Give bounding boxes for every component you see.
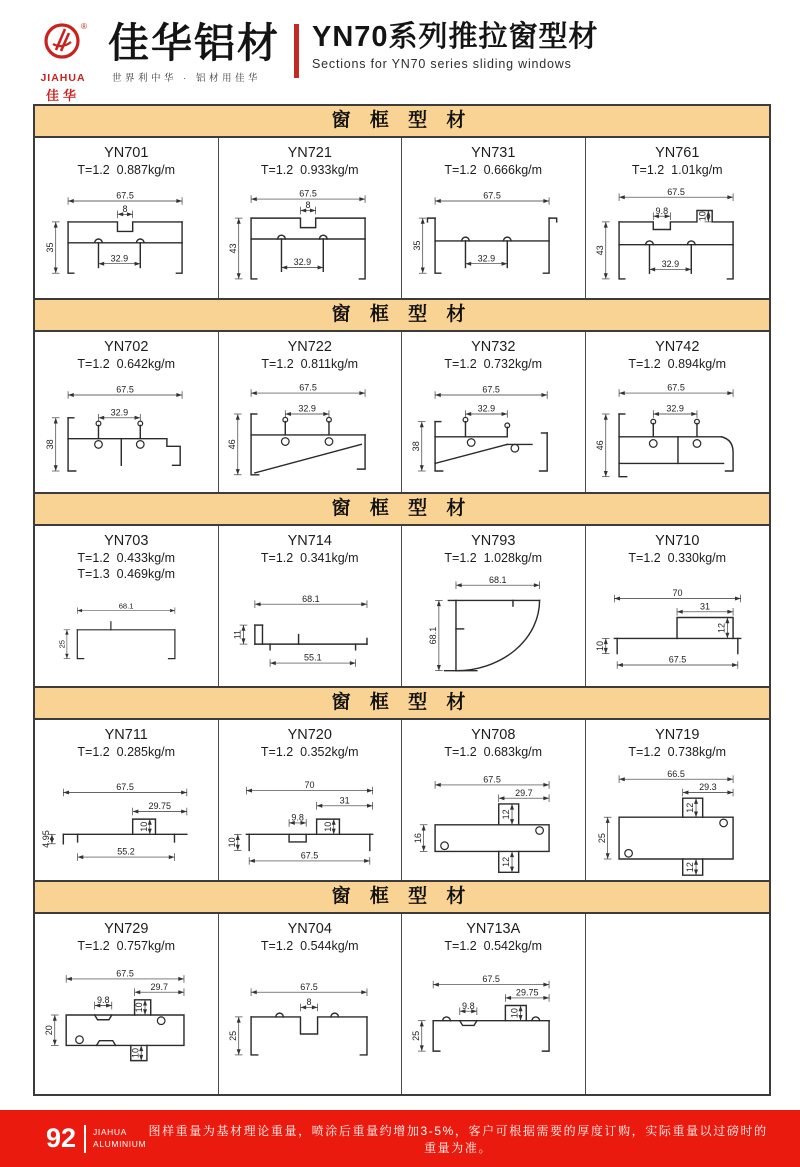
profile-cell-YN714 (219, 526, 403, 686)
profile-code: YN710 (655, 533, 700, 549)
dimension-label: 68.1 (118, 601, 134, 611)
profile-code: YN742 (655, 339, 700, 355)
dimension-label: 9.8 (96, 994, 110, 1005)
profile-code: YN701 (104, 145, 149, 161)
profile-cell-YN713A (402, 914, 586, 1094)
dimension-label: 8 (305, 199, 311, 210)
page-number: 92 (46, 1123, 77, 1153)
profile-code: YN729 (104, 921, 149, 937)
dimension-label: 67.5 (116, 781, 134, 792)
dimension-label: 4.95 (40, 829, 51, 848)
profile-section (35, 492, 769, 686)
profile-drawing (219, 376, 400, 490)
profile-drawing (403, 182, 584, 296)
dimension-label: 10 (130, 1047, 141, 1058)
profile-code: YN793 (471, 533, 516, 549)
profile-code: YN708 (471, 727, 516, 743)
dimension-label: 9.8 (655, 205, 668, 216)
profile-section (35, 298, 769, 492)
profile-cell-YN722 (219, 332, 403, 492)
profile-code: YN703 (104, 533, 149, 549)
dimension-label: 29.75 (515, 987, 539, 998)
dimension-label: 20 (43, 1024, 54, 1035)
profile-spec: T=1.2 0.683kg/m (444, 745, 543, 759)
dimension-label: 10 (594, 640, 605, 651)
company-block (108, 16, 280, 84)
profile-spec: T=1.2 0.542kg/m (444, 939, 543, 953)
profile-section (35, 880, 769, 1094)
profile-code: YN721 (287, 145, 332, 161)
profile-cell-YN702 (35, 332, 219, 492)
profile-cell-YN711 (35, 720, 219, 880)
header-divider (294, 24, 299, 78)
jiahua-emblem-icon (38, 20, 88, 66)
profile-code: YN714 (287, 533, 332, 549)
profile-drawing (219, 764, 400, 878)
dimension-label: 29.7 (514, 787, 533, 798)
profile-drawing (403, 570, 584, 684)
profile-drawing (36, 182, 217, 296)
profile-row (35, 332, 769, 492)
section-title: 窗 框 型 材 (35, 492, 769, 526)
profile-spec: T=1.2 0.933kg/m (260, 163, 359, 177)
profile-cell-YN729 (35, 914, 219, 1094)
footer-note: 图样重量为基材理论重量，喷涂后重量约增加3-5%，客户可根据需要的厚度订购，实际重量以过磅时的重量为准。 (148, 1123, 768, 1155)
profile-cell-YN721 (219, 138, 403, 298)
profile-spec: T=1.2 0.341kg/m (260, 551, 359, 565)
profile-code: YN719 (655, 727, 700, 743)
dimension-label: 67.5 (300, 850, 319, 861)
dimension-label: 32.9 (666, 403, 684, 414)
profile-row (35, 720, 769, 880)
profile-spec: T=1.2 0.757kg/m (77, 939, 176, 953)
dimension-label: 25 (410, 1030, 421, 1041)
profile-spec: T=1.2 0.285kg/m (77, 745, 176, 759)
dimension-label: 46 (594, 439, 605, 450)
dimension-label: 11 (232, 629, 243, 639)
profile-drawing (403, 376, 584, 490)
profile-section (35, 106, 769, 298)
dimension-label: 68.1 (488, 574, 507, 585)
dimension-label: 8 (306, 996, 312, 1007)
dimension-label: 25 (596, 832, 607, 843)
profile-drawing (587, 182, 768, 296)
profile-spec: T=1.2 0.330kg/m (628, 551, 727, 565)
section-title: 窗 框 型 材 (35, 298, 769, 332)
dimension-label: 29.3 (698, 781, 717, 792)
dimension-label: 32.9 (293, 256, 312, 267)
dimension-label: 10 (133, 1002, 144, 1013)
dimension-label: 8 (122, 203, 128, 214)
profile-drawing (36, 376, 217, 490)
profile-cell-YN701 (35, 138, 219, 298)
profile-spec: T=1.2 0.811kg/m (261, 357, 359, 371)
dimension-label: 25 (228, 1030, 239, 1041)
profile-cell-YN708 (402, 720, 586, 880)
dimension-label: 12 (716, 622, 727, 633)
dimension-label: 67.5 (667, 382, 685, 393)
section-title: 窗 框 型 材 (35, 880, 769, 914)
dimension-label: 32.9 (110, 407, 128, 418)
dimension-label: 32.9 (110, 252, 128, 263)
page-footer (0, 1110, 800, 1167)
dimension-label: 32.9 (477, 403, 495, 414)
profile-drawing (219, 958, 400, 1072)
series-title-cn: YN70系列推拉窗型材 (312, 21, 599, 53)
dimension-label: 9.8 (461, 1000, 475, 1011)
profile-cell-YN710 (586, 526, 770, 686)
profile-drawing (219, 182, 400, 296)
dimension-label: 67.5 (116, 190, 134, 201)
dimension-label: 10 (697, 210, 708, 221)
profile-cell-YN761 (586, 138, 770, 298)
profile-spec: T=1.2 0.544kg/m (260, 939, 359, 953)
dimension-label: 67.5 (116, 968, 134, 979)
profile-spec: T=1.2 0.732kg/m (444, 357, 543, 371)
dimension-label: 35 (44, 242, 55, 253)
dimension-label: 67.5 (482, 973, 500, 984)
profile-drawing (36, 585, 217, 681)
dimension-label: 66.5 (667, 768, 685, 779)
series-title-block (312, 16, 599, 71)
profile-code: YN704 (287, 921, 332, 937)
dimension-label: 55.1 (304, 652, 322, 663)
dimension-label: 67.5 (116, 384, 134, 395)
dimension-label: 43 (594, 245, 605, 256)
profile-spec: T=1.2 0.666kg/m (444, 163, 543, 177)
footer-brand (93, 1127, 146, 1149)
profile-spec: T=1.2 0.433kg/m (77, 551, 176, 565)
dimension-label: 10 (227, 836, 238, 848)
footer-brand-line1: JIAHUA (93, 1127, 127, 1138)
dimension-label: 31 (339, 795, 350, 806)
dimension-label: 12 (500, 808, 511, 819)
profile-code: YN722 (287, 339, 332, 355)
dimension-label: 12 (684, 861, 695, 872)
dimension-label: 43 (228, 243, 239, 254)
dimension-label: 32.9 (298, 403, 317, 414)
profile-drawing (403, 764, 584, 878)
profile-drawing (587, 764, 768, 878)
dimension-label: 67.5 (483, 190, 501, 201)
series-title-en: Sections for YN70 series sliding windows (312, 56, 572, 71)
profile-cell-YN704 (219, 914, 403, 1094)
dimension-label: 67.5 (667, 186, 685, 197)
profile-cell-YN732 (402, 332, 586, 492)
section-title: 窗 框 型 材 (35, 106, 769, 138)
dimension-label: 38 (44, 439, 55, 450)
dimension-label: 10 (509, 1007, 520, 1018)
dimension-label: 67.5 (482, 384, 500, 395)
profile-cell-YN742 (586, 332, 770, 492)
dimension-label: 67.5 (300, 981, 319, 992)
page-header (26, 16, 774, 103)
profile-spec: T=1.2 1.028kg/m (444, 551, 543, 565)
dimension-label: 68.1 (302, 593, 320, 604)
profile-spec: T=1.2 1.01kg/m (631, 163, 723, 177)
profile-code: YN713A (466, 921, 521, 937)
profile-code: YN761 (655, 145, 700, 161)
dimension-label: 10 (323, 821, 334, 832)
profile-section (35, 686, 769, 880)
empty-cell (586, 914, 770, 1094)
profile-code: YN711 (104, 727, 148, 743)
profile-row (35, 526, 769, 686)
profile-table (33, 104, 771, 1096)
brand-logo (26, 16, 100, 104)
dimension-label: 38 (410, 440, 421, 451)
profile-drawing (219, 570, 400, 684)
dimension-label: 32.9 (477, 252, 495, 263)
dimension-label: 70 (304, 779, 315, 790)
logo-brand-cn: 佳华 (45, 88, 80, 103)
profile-spec: T=1.3 0.469kg/m (77, 566, 176, 581)
profile-drawing (403, 958, 584, 1072)
dimension-label: 35 (411, 240, 422, 251)
dimension-label: 67.5 (668, 654, 687, 665)
company-tagline: 世界利中华 · 铝材用佳华 (112, 73, 261, 85)
dimension-label: 29.7 (150, 981, 168, 992)
dimension-label: 16 (412, 832, 423, 843)
section-title: 窗 框 型 材 (35, 686, 769, 720)
profile-cell-YN720 (219, 720, 403, 880)
profile-drawing (36, 764, 217, 878)
company-name: 佳华铝材 (108, 20, 280, 66)
logo-brand-en: JIAHUA (40, 72, 86, 84)
profile-spec: T=1.2 0.352kg/m (260, 745, 359, 759)
profile-code: YN732 (471, 339, 516, 355)
profile-code: YN702 (104, 339, 149, 355)
dimension-label: 70 (672, 587, 683, 598)
footer-brand-line2: ALUMINIUM (93, 1138, 147, 1149)
dimension-label: 32.9 (661, 258, 679, 269)
dimension-label: 29.75 (148, 800, 171, 811)
dimension-label: 67.5 (299, 382, 318, 393)
footer-divider (84, 1125, 86, 1153)
dimension-label: 67.5 (299, 188, 318, 199)
profile-spec: T=1.2 0.642kg/m (77, 357, 176, 371)
profile-cell-YN719 (586, 720, 770, 880)
dimension-label: 31 (699, 601, 710, 612)
profile-row (35, 138, 769, 298)
profile-drawing (587, 376, 768, 490)
profile-spec: T=1.2 0.894kg/m (628, 357, 727, 371)
profile-cell-YN731 (402, 138, 586, 298)
dimension-label: 9.8 (291, 812, 305, 823)
dimension-label: 10 (138, 821, 149, 832)
dimension-label: 46 (227, 439, 238, 450)
profile-drawing (36, 958, 217, 1072)
profile-drawing (587, 570, 768, 684)
profile-code: YN720 (287, 727, 332, 743)
dimension-label: 68.1 (427, 626, 438, 644)
profile-cell-YN793 (402, 526, 586, 686)
profile-spec: T=1.2 0.738kg/m (628, 745, 727, 759)
dimension-label: 67.5 (483, 774, 501, 785)
profile-cell-YN703 (35, 526, 219, 686)
dimension-label: 12 (500, 856, 511, 867)
registered-mark: ® (81, 22, 87, 31)
profile-code: YN731 (471, 145, 516, 161)
profile-spec: T=1.2 0.887kg/m (77, 163, 176, 177)
dimension-label: 12 (684, 802, 695, 813)
dimension-label: 25 (57, 640, 67, 649)
dimension-label: 55.2 (116, 846, 135, 857)
profile-row (35, 914, 769, 1094)
